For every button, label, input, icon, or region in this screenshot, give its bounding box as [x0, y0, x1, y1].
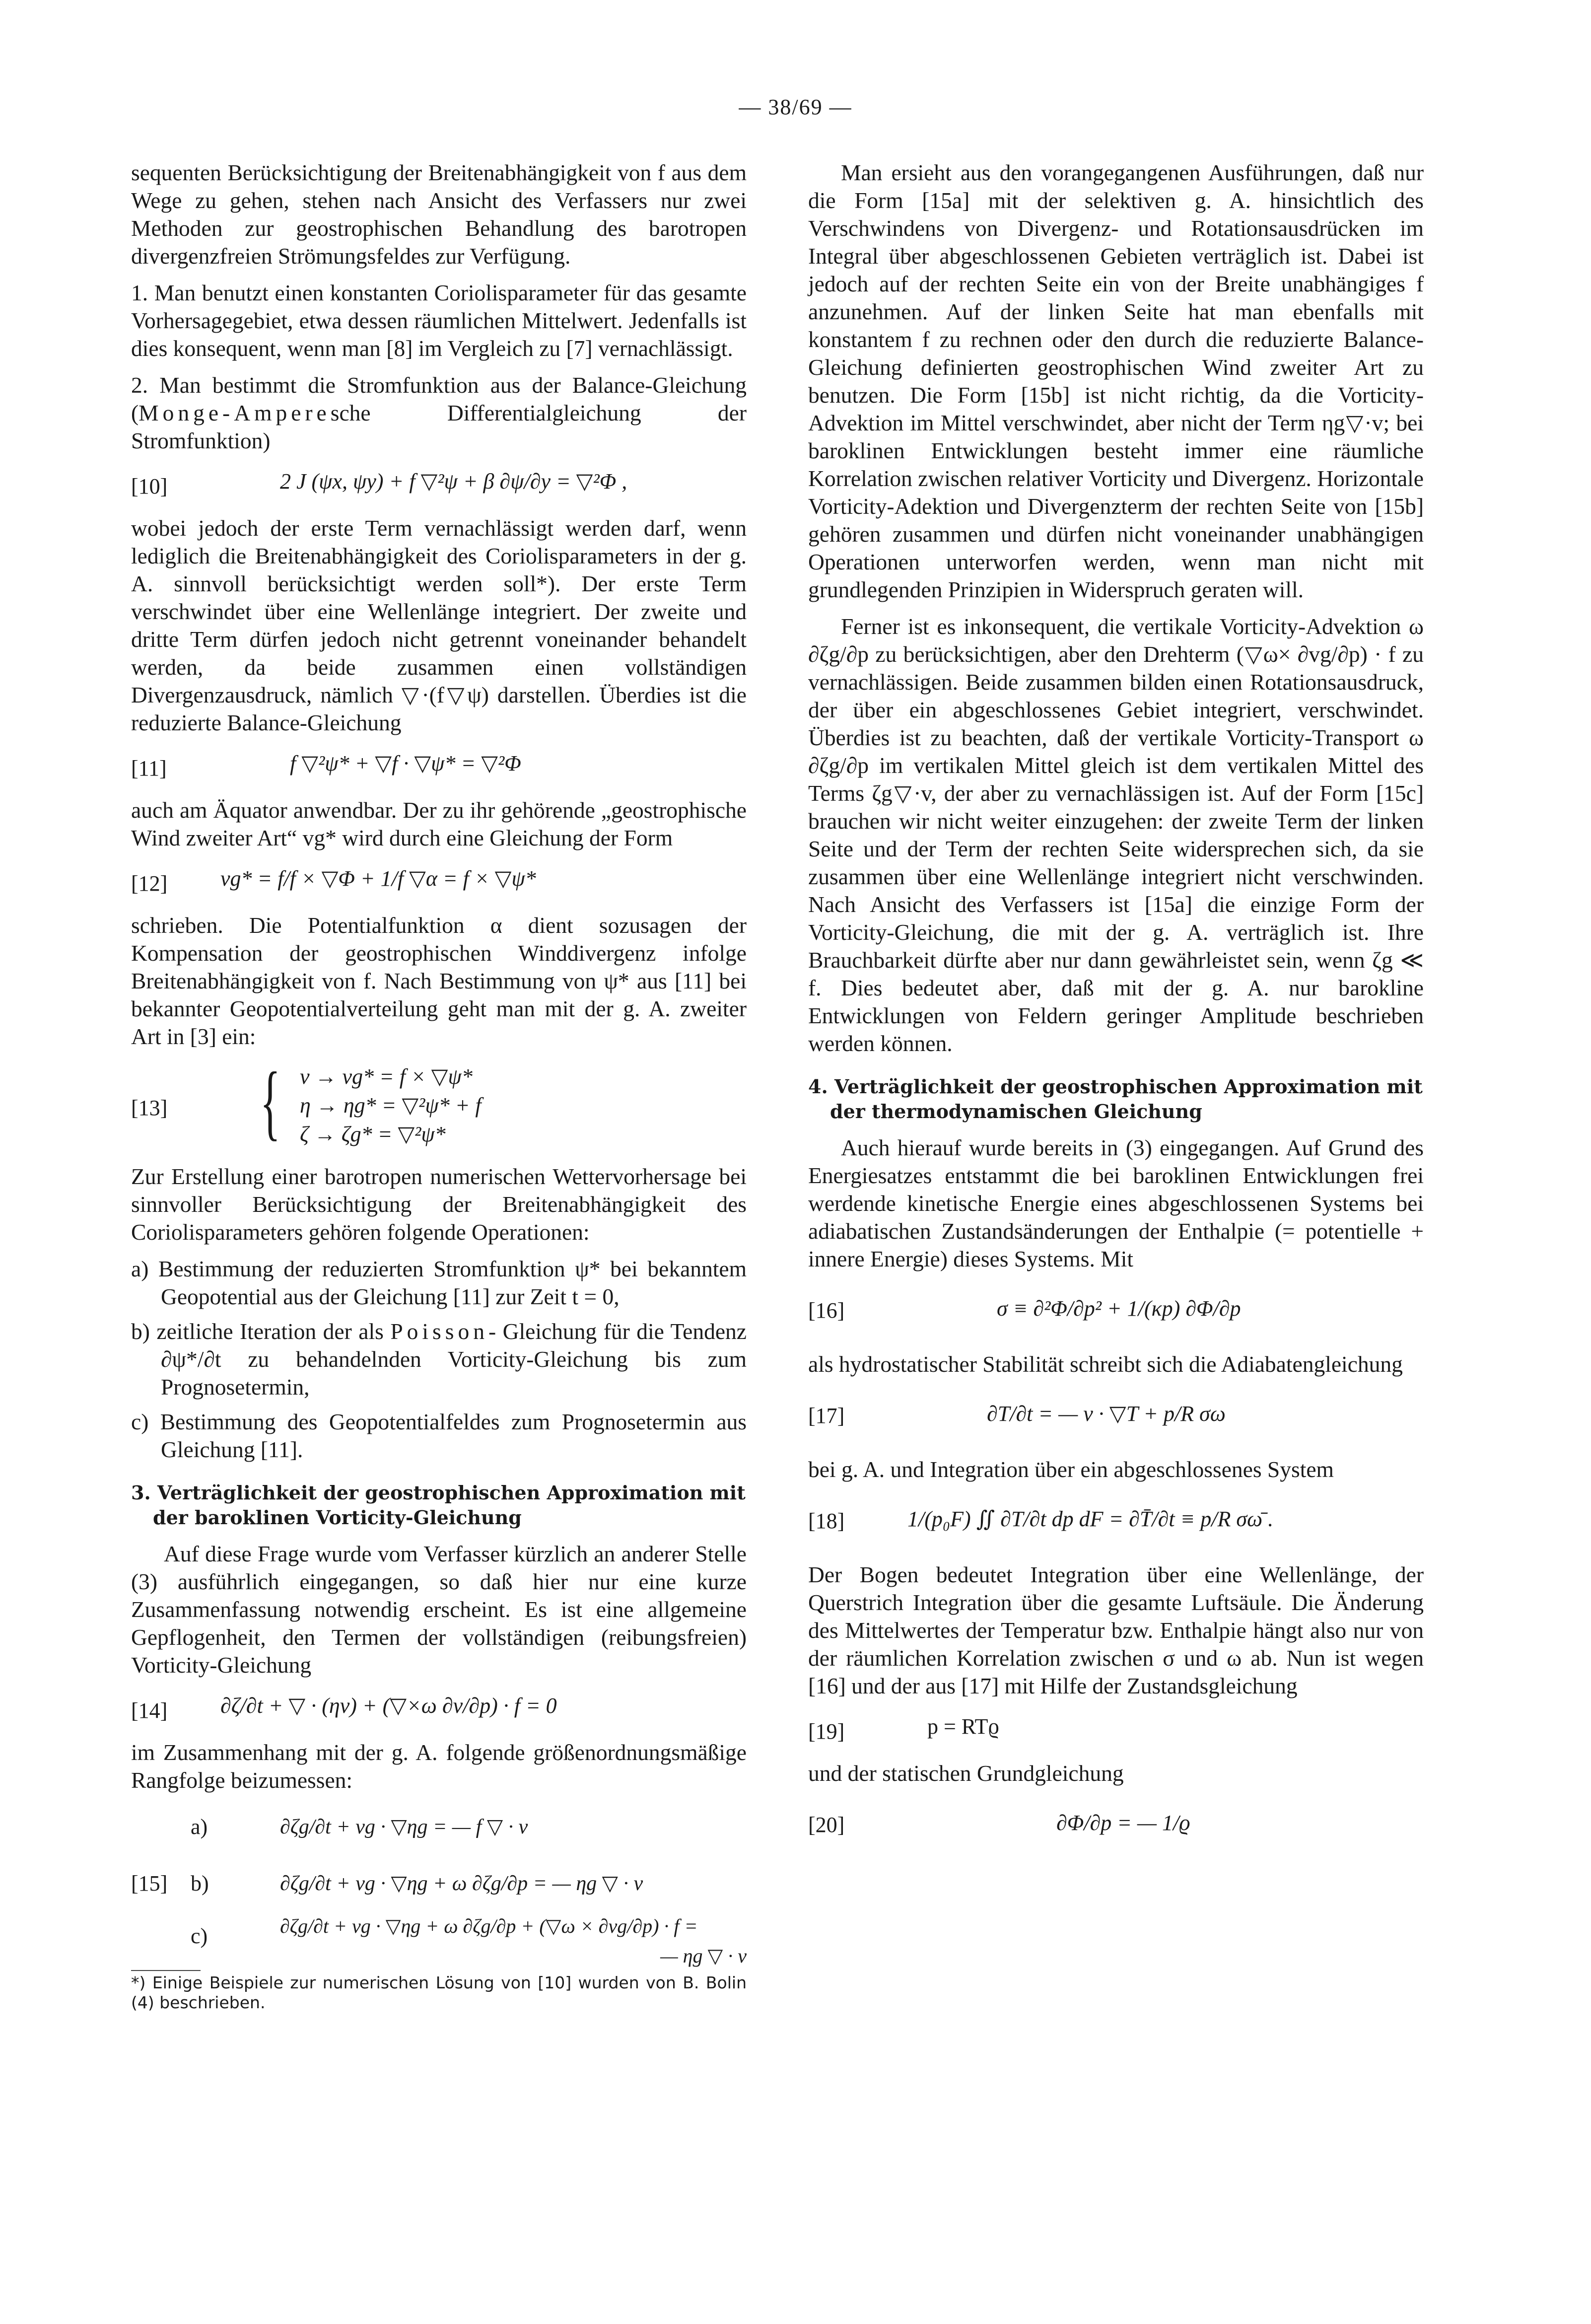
equation-15 — [131, 1803, 747, 1967]
equation-body: ∂ζ/∂t + ▽ · (ηv) + (▽×ω ∂v/∂p) · f = 0 — [220, 1693, 557, 1718]
paragraph: im Zusammenhang mit der g. A. folgende größenordnungsmäßige Rangfolge beizumessen: — [131, 1740, 747, 1793]
paragraph: bei g. A. und Integration über ein abgeschlossenes System — [808, 1457, 1334, 1482]
paragraph: 1. Man benutzt einen konstanten Coriolisparameter für das gesamte Vorhersagegebiet, etwa dessen räumlichen Mittelwert. Jedenfalls ist dies konsequent, wenn man [8] im Vergleich zu [7] vernachlässigt. — [131, 280, 747, 361]
equation-tag: [18] — [808, 1509, 845, 1533]
equation-body: ∂T/∂t = — v · ▽T + p/R σω — [987, 1402, 1226, 1426]
equation-tag: [15] — [131, 1871, 168, 1896]
equation-body: p = RTϱ — [927, 1714, 999, 1739]
equation-label: c) — [191, 1924, 208, 1948]
right-column — [808, 159, 1424, 1865]
equation-line: η → ηg* = ▽²ψ* + f — [300, 1093, 482, 1118]
equation-tag: [12] — [131, 871, 168, 896]
equation-system — [300, 1062, 482, 1149]
equation-14 — [131, 1688, 747, 1730]
paragraph: als hydrostatischer Stabilität schreibt sich die Adiabatengleichung — [808, 1351, 1403, 1377]
paragraph: 2. Man bestimmt die Stromfunktion aus der Balance-Gleichung (Monge-Amperesche Differentialgleichung der Stromfunktion) — [131, 372, 747, 453]
equation-11 — [131, 746, 747, 787]
equation-body: 2 J (ψx, ψy) + f ▽²ψ + β ∂ψ/∂y = ▽²Φ , — [280, 469, 627, 493]
equation-body: f ▽²ψ* + ▽f · ▽ψ* = ▽²Φ — [290, 751, 521, 775]
equation-20 — [808, 1796, 1424, 1856]
paragraph: auch am Äquator anwendbar. Der zu ihr gehörende „geostrophische Wind zweiter Art“ vg* wird durch eine Gleichung der Form — [131, 797, 747, 850]
equation-line: v → vg* = f × ▽ψ* — [300, 1064, 473, 1089]
paragraph: und der statischen Grundgleichung — [808, 1761, 1124, 1786]
equation-body: ∂ζg/∂t + vg · ▽ηg = — f ▽ · v — [280, 1816, 528, 1838]
equation-tag: [20] — [808, 1813, 845, 1837]
list-item: a) Bestimmung der reduzierten Stromfunktion ψ* bei bekanntem Geopotential aus der Gleichung [11] zur Zeit t = 0, — [131, 1256, 747, 1309]
equation-17 — [808, 1387, 1424, 1447]
equation-label: a) — [191, 1815, 208, 1839]
equation-12 — [131, 861, 747, 903]
equation-body: — ηg ▽ · v — [660, 1945, 747, 1967]
footnote: *) Einige Beispiele zur numerischen Lösung von [10] wurden von B. Bolin (4) beschrieben. — [131, 1973, 747, 2012]
equation-13 — [131, 1055, 747, 1154]
equation-16 — [808, 1282, 1424, 1341]
paragraph: Man ersieht aus den vorangegangenen Ausführungen, daß nur die Form [15a] mit der selektiven g. A. hinsichtlich des Verschwindens von Divergenz- und Rotationsausdrücken im Integral über abgeschlossenen Gebieten verträglich ist. Dabei ist jedoch auf der rechten Seite ein von der Breite unabhängiges f anzunehmen. Auf der linken Seite hat man ebenfalls mit konstantem f zu rechnen oder den durch die reduzierte Balance-Gleichung definierten geostrophischen Wind zweiter Art zu benutzen. Die Form [15b] ist nicht richtig, da die Vorticity-Advektion im Mittel verschwindet, aber nicht der Term ηg▽·v; bei baroklinen Entwicklungen besteht immer eine räumliche Korrelation zwischen relativer Vorticity und Divergenz. Horizontale Vorticity-Adektion und Divergenzterm der rechten Seite von [15b] gehören zusammen und dürfen nicht voneinander unabhängigen Operationen unterworfen werden, wenn man nicht mit grundlegenden Prinzipien in Widerspruch geraten will. — [808, 160, 1424, 602]
equation-label: b) — [191, 1871, 209, 1896]
equation-body: ∂Φ/∂p = — 1/ϱ — [1056, 1811, 1190, 1835]
list-item: c) Bestimmung des Geopotentialfeldes zum Prognosetermin aus Gleichung [11]. — [131, 1409, 747, 1462]
paragraph: wobei jedoch der erste Term vernachlässigt werden darf, wenn lediglich die Breitenabhängigkeit des Coriolisparameters in der g. A. sinnvoll berücksichtigt werden soll*). Der erste Term verschwindet über eine Wellenlänge integriert. Der zweite und dritte Term dürfen jedoch nicht getrennt voneinander behandelt werden, da beide zusammen einen vollständigen Divergenzausdruck, nämlich ▽·(f▽ψ) darstellen. Überdies ist die reduzierte Balance-Gleichung — [131, 515, 747, 735]
person-name: Poisson — [390, 1319, 488, 1344]
brace: { — [260, 1055, 280, 1148]
equation-line: ζ → ζg* = ▽²ψ* — [300, 1122, 446, 1146]
equation-tag: [13] — [131, 1096, 168, 1120]
section-heading: 3. Verträglichkeit der geostrophischen Approximation mit der baroklinen Vorticity-Gleichung — [131, 1481, 746, 1529]
equation-body: 1/(p₀F) ∬ ∂T/∂t dp dF = ∂T̄/∂t ≡ p/R σω̄ . — [907, 1507, 1274, 1531]
paragraph: Auf diese Frage wurde vom Verfasser kürzlich an anderer Stelle (3) ausführlich eingegangen, so daß hier nur eine kurze Zusammenfassung notwendig erscheint. Es ist eine allgemeine Gepflogenheit, den Termen der vollständigen (reibungsfreien) Vorticity-Gleichung — [131, 1541, 747, 1678]
equation-18 — [808, 1492, 1424, 1552]
paragraph: Zur Erstellung einer barotropen numerischen Wettervorhersage bei sinnvoller Berücksichtigung der Breitenabhängigkeit des Coriolisparameters gehören folgende Operationen: — [131, 1164, 747, 1245]
section-heading: 4. Verträglichkeit der geostrophischen Approximation mit der thermodynamischen Gleichung — [808, 1075, 1423, 1123]
paragraph: sequenten Berücksichtigung der Breitenabhängigkeit von f aus dem Wege zu gehen, stehen nach Ansicht des Verfassers nur zwei Methoden zur geostrophischen Behandlung des barotropen divergenzfreien Strömungsfeldes zur Verfügung. — [131, 160, 747, 269]
equation-19 — [808, 1709, 1424, 1751]
equation-tag: [14] — [131, 1698, 168, 1723]
equation-tag: [11] — [131, 756, 167, 780]
equation-body: vg* = f/f × ▽Φ + 1/f ▽α = f × ▽ψ* — [220, 866, 536, 891]
equation-body: ∂ζg/∂t + vg · ▽ηg + ω ∂ζg/∂p = — ηg ▽ · v — [280, 1872, 643, 1895]
paragraph: Auch hierauf wurde bereits in (3) eingegangen. Auf Grund des Energiesatzes entstammt die bei baroklinen Entwicklungen frei werdende kinetische Energie eines abgeschlossenen Systems bei adiabatischen Zustandsänderungen der Enthalpie (= potentielle + innere Energie) dieses Systems. Mit — [808, 1135, 1424, 1271]
paragraph: schrieben. Die Potentialfunktion α dient sozusagen der Kompensation der geostrophischen Winddivergenz infolge Breitenabhängigkeit von f. Nach Bestimmung von ψ* aus [11] bei bekannter Geopotentialverteilung geht man mit der g. A. zweiter Art in [3] ein: — [131, 913, 747, 1049]
person-name: Monge-Ampere — [138, 400, 331, 425]
page-number: — 38/69 — — [739, 95, 852, 119]
equation-tag: [10] — [131, 474, 168, 498]
paragraph: Der Bogen bedeutet Integration über eine Wellenlänge, der Querstrich Integration über die gesamte Luftsäule. Die Änderung des Mittelwertes der Temperatur bzw. Enthalpie hängt also nur von der räumlichen Korrelation zwischen σ und ω ab. Nun ist wegen [16] und der aus [17] mit Hilfe der Zustandsgleichung — [808, 1562, 1424, 1698]
left-column — [131, 159, 747, 2013]
equation-tag: [19] — [808, 1719, 845, 1744]
list-item: b) zeitliche Iteration der als Poisson- Gleichung für die Tendenz ∂ψ*/∂t zu behandelnden Vorticity-Gleichung bis zum Prognosetermin, — [131, 1319, 747, 1400]
equation-body: σ ≡ ∂²Φ/∂p² + 1/(κp) ∂Φ/∂p — [997, 1296, 1241, 1321]
paragraph: Ferner ist es inkonsequent, die vertikale Vorticity-Advektion ω ∂ζg/∂p zu berücksichtigen, aber den Drehterm (▽ω× ∂vg/∂p) · f zu vernachlässigen. Beide zusammen bilden einen Rotationsausdruck, der über ein abgeschlossenes Gebiet integriert, verschwindet. Überdies ist zu beachten, daß der vertikale Vorticity-Transport ω ∂ζg/∂p im vertikalen Mittel gleich ist dem vertikalen Mittel des Terms ζg▽·v, der aber zu vernachlässigen ist. Auf der Form [15c] brauchen wir nicht weiter einzugehen: der zweite Term der linken Seite und der Term der rechten Seite widersprechen sich, da sie zusammen über eine Wellenlänge integriert nicht verschwinden. Nach Ansicht des Verfassers ist [15a] die einzige Form der Vorticity-Gleichung, die mit der g. A. verträglich ist. Ihre Brauchbarkeit dürfte aber nur dann gewährleistet sein, wenn ζg ≪ f. Dies bedeutet aber, daß mit der g. A. nur barokline Entwicklungen von Feldern geringer Amplitude beschrieben werden können. — [808, 614, 1424, 1056]
equation-10 — [131, 464, 747, 505]
footnote-rule — [131, 1970, 201, 1971]
equation-body: ∂ζg/∂t + vg · ▽ηg + ω ∂ζg/∂p + (▽ω × ∂vg/∂p) · f = — [280, 1915, 698, 1937]
equation-tag: [17] — [808, 1404, 845, 1428]
equation-tag: [16] — [808, 1298, 845, 1323]
